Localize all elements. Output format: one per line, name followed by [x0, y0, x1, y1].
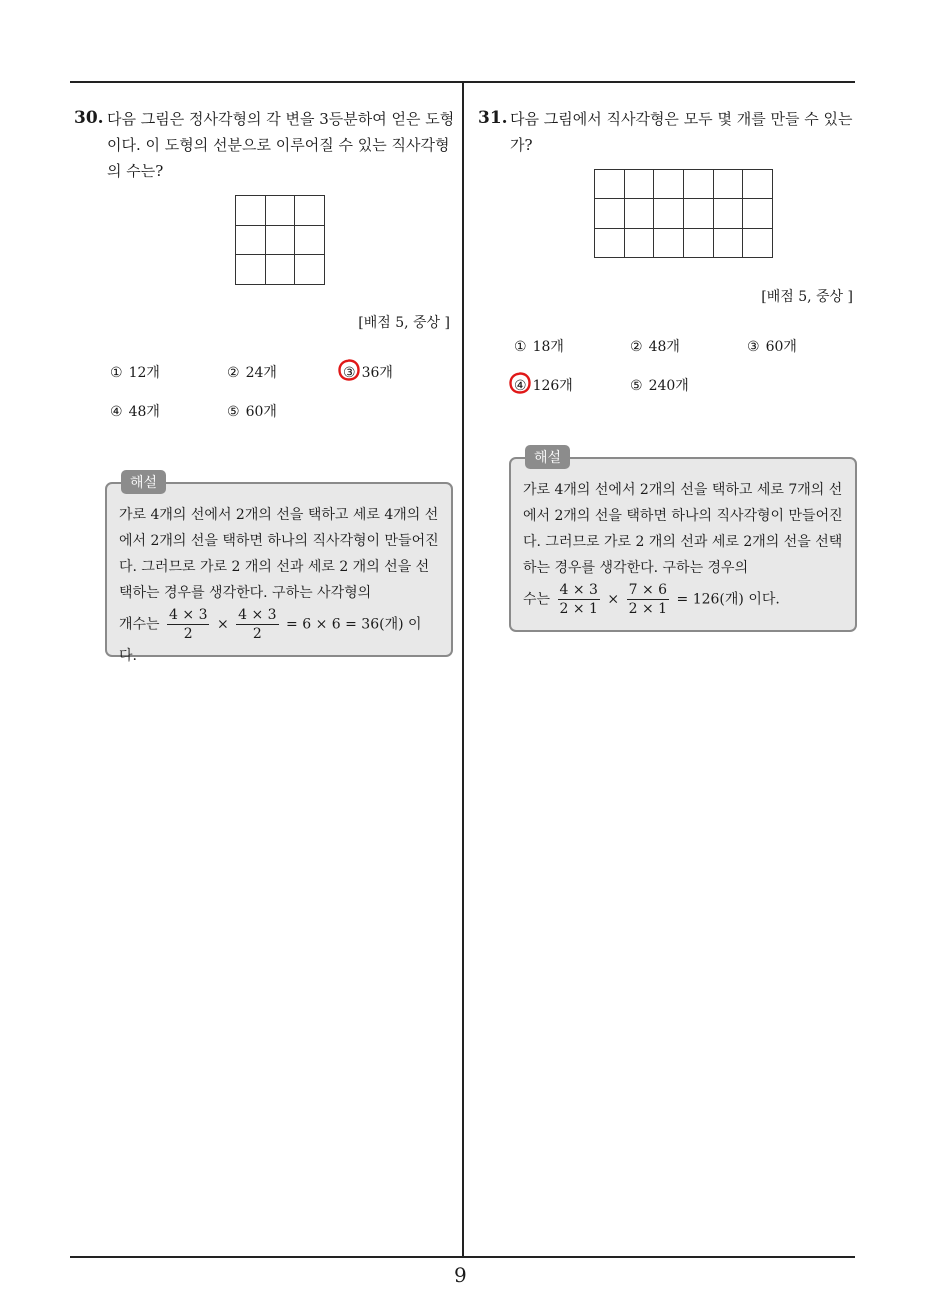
option-text: 48개 [648, 339, 680, 355]
option-number: ② [227, 365, 240, 381]
option-30-4[interactable] [110, 401, 160, 421]
fraction-numerator: 4 × 3 [169, 607, 208, 623]
fraction-denominator: 2 [183, 626, 193, 642]
times-sign: × [607, 591, 620, 608]
fraction-denominator: 2 × 1 [628, 601, 668, 617]
grid-cell [266, 226, 296, 256]
grid-cell [714, 170, 744, 199]
grid-cell [236, 255, 266, 285]
solution-body: 가로 4개의 선에서 2개의 선을 택하고 세로 7개의 선에서 2개의 선을 택하면 하나의 직사각형이 만들어진다. 그러므로 가로 2 개의 선과 세로 2개의 선을 선택하는 경우를 생각한다. 구하는 경우의 [523, 482, 843, 576]
grid-cell [595, 170, 625, 199]
grid-cell [743, 199, 773, 228]
grid-cell [714, 229, 744, 258]
grid-cell [266, 255, 296, 285]
grid-cell [654, 229, 684, 258]
column-divider [462, 81, 464, 1258]
page-number: 9 [454, 1263, 467, 1287]
grid-cell [684, 170, 714, 199]
option-31-2[interactable] [630, 336, 680, 356]
solution-formula-lead: 수는 [523, 591, 551, 608]
option-text: 60개 [245, 404, 277, 420]
score-difficulty-31: [배점 5, 중상 ] [761, 289, 853, 305]
grid-cell [654, 199, 684, 228]
fraction-numerator: 7 × 6 [628, 582, 668, 598]
solution-formula-tail: = 6 × 6 = 36(개) 이다. [119, 616, 422, 664]
option-text: 24개 [245, 365, 277, 381]
answer-circle-mark [337, 358, 361, 382]
option-30-2[interactable] [227, 362, 277, 382]
solution-text [119, 502, 439, 669]
grid-cell [295, 196, 325, 226]
solution-formula-lead: 개수는 [119, 616, 160, 633]
fraction [236, 606, 278, 643]
grid-cell [266, 196, 296, 226]
option-31-5[interactable] [630, 375, 689, 395]
grid-cell [743, 229, 773, 258]
solution-body: 가로 4개의 선에서 2개의 선을 택하고 세로 4개의 선에서 2개의 선을 택하면 하나의 직사각형이 만들어진다. 그러므로 가로 2 개의 선과 세로 2 개의 선을 선택하는 경우를 생각한다. 구하는 사각형의 [119, 507, 439, 601]
grid-cell [654, 170, 684, 199]
grid-cell [236, 226, 266, 256]
grid-cell [684, 229, 714, 258]
question-text-31: 다음 그림에서 직사각형은 모두 몇 개를 만들 수 있는가? [510, 110, 853, 154]
grid-cell [625, 170, 655, 199]
solution-tag: 해설 [121, 470, 166, 494]
grid-cell [684, 199, 714, 228]
times-sign: × [216, 616, 229, 633]
fraction [627, 581, 669, 618]
solution-formula-tail: = 126(개) 이다. [676, 591, 780, 608]
option-31-3[interactable] [747, 336, 797, 356]
fraction-denominator: 2 [252, 626, 262, 642]
option-text: 60개 [765, 339, 797, 355]
question-text-30: 다음 그림은 정사각형의 각 변을 3등분하여 얻은 도형이다. 이 도형의 선분으로 이루어질 수 있는 직사각형의 수는? [107, 110, 455, 180]
grid-cell [595, 199, 625, 228]
grid-cell [295, 255, 325, 285]
fraction [167, 606, 209, 643]
bottom-rule [70, 1256, 855, 1258]
answer-circle-mark [508, 371, 532, 395]
fraction-numerator: 4 × 3 [559, 582, 598, 598]
option-number: ⑤ [630, 378, 643, 394]
option-number: ⑤ [227, 404, 240, 420]
fraction-denominator: 2 × 1 [559, 601, 598, 617]
option-text: 126개 [532, 378, 573, 394]
option-number: ④ [110, 404, 123, 420]
solution-tag: 해설 [525, 445, 570, 469]
grid-cell [625, 229, 655, 258]
option-text: 12개 [128, 365, 160, 381]
option-30-1[interactable] [110, 362, 160, 382]
grid-cell [743, 170, 773, 199]
option-text: 18개 [532, 339, 564, 355]
solution-box-30 [105, 475, 453, 664]
option-number: ② [630, 339, 643, 355]
solution-text [523, 477, 843, 618]
figure-grid-3x3 [235, 195, 325, 285]
option-text: 48개 [128, 404, 160, 420]
grid-cell [625, 199, 655, 228]
option-30-5[interactable] [227, 401, 277, 421]
option-number: ① [110, 365, 123, 381]
score-difficulty-30: [배점 5, 중상 ] [358, 315, 450, 331]
option-number: ① [514, 339, 527, 355]
option-number: ④ [514, 378, 527, 394]
fraction [558, 581, 600, 618]
figure-grid-3x6 [594, 169, 773, 258]
option-text: 36개 [361, 365, 393, 381]
option-text: 240개 [648, 378, 689, 394]
solution-box-31 [509, 450, 857, 632]
question-number-30: 30. [74, 108, 104, 128]
grid-cell [295, 226, 325, 256]
option-number: ③ [747, 339, 760, 355]
option-number: ③ [343, 365, 356, 381]
grid-cell [714, 199, 744, 228]
option-31-1[interactable] [514, 336, 564, 356]
grid-cell [595, 229, 625, 258]
question-number-31: 31. [478, 108, 508, 128]
fraction-numerator: 4 × 3 [238, 607, 277, 623]
grid-cell [236, 196, 266, 226]
